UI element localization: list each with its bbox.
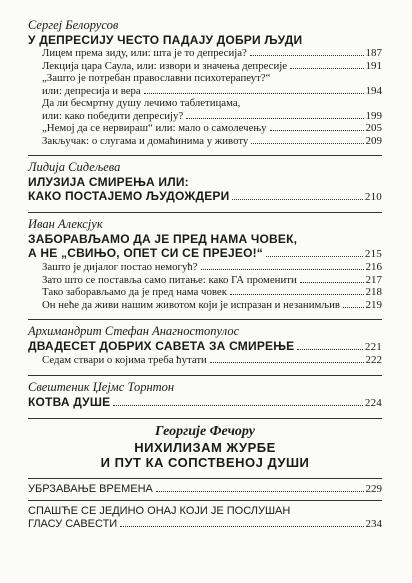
page-number: 216 xyxy=(365,261,382,273)
page-number: 224 xyxy=(364,396,382,409)
page-number: 218 xyxy=(365,286,382,298)
author-name: Георгије Фечору xyxy=(155,423,255,439)
page-number: 229 xyxy=(365,482,382,495)
page-number: 215 xyxy=(364,248,382,260)
page-number: 222 xyxy=(365,354,382,366)
page-number: 210 xyxy=(364,191,382,203)
toc-entry[interactable]: Зато што се поставља само питање: како ГА променити 217 xyxy=(42,273,382,286)
chapter-title-line1: ИЛУЗИЈА СМИРЕЊА ИЛИ: xyxy=(28,175,189,189)
toc-entry[interactable]: или: депресија и вера 194 xyxy=(42,84,382,97)
chapter-title[interactable]: КОТВА ДУШЕ 224 xyxy=(28,394,382,409)
chapter-title[interactable]: ДВАДЕСЕТ ДОБРИХ САВЕТА ЗА СМИРЕЊЕ 221 xyxy=(28,339,382,353)
divider xyxy=(28,500,382,501)
toc-entry[interactable]: или: како победити депресију? 199 xyxy=(42,109,382,122)
toc-entries xyxy=(28,47,382,147)
toc-entry[interactable]: Седам ствари о којима треба ћутати 222 xyxy=(42,354,382,366)
section-aleksjuk xyxy=(28,217,382,311)
toc-entry[interactable]: Он неће да живи нашим животом који је испразан и незанимљив 219 xyxy=(42,298,382,311)
toc-entry[interactable]: УБРЗАВАЊЕ ВРЕМЕНА 229 xyxy=(28,482,382,495)
toc-entry-line1: СПАШЋЕ СЕ ЈЕДИНО ОНАЈ КОЈИ ЈЕ ПОСЛУШАН xyxy=(28,504,291,517)
page-number: 234 xyxy=(365,517,382,530)
page-number: 187 xyxy=(365,47,382,59)
page-number: 219 xyxy=(365,298,382,311)
author-name: Сергеј Белорусов xyxy=(28,18,119,32)
section-anagnostopoulos xyxy=(28,324,382,367)
toc-entry[interactable]: Лекција цара Саула, или: извори и значења депресије 191 xyxy=(42,59,382,72)
chapter-title-line2: И ПУТ КА СОПСТВЕНОЈ ДУШИ xyxy=(100,454,310,470)
chapter-title[interactable]: КАКО ПОСТАЈЕМО ЉУДОЖДЕРИ 210 xyxy=(28,189,382,203)
section-thornton xyxy=(28,380,382,410)
author-name: Свештеник Џејмс Торнтон xyxy=(28,379,175,394)
section-sideleva xyxy=(28,160,382,204)
section-fecioru xyxy=(28,423,382,531)
toc-entry-line1: Да ли бесмртну душу лечимо таблетицама, xyxy=(42,97,241,109)
chapter-title: У ДЕПРЕСИЈУ ЧЕСТО ПАДАЈУ ДОБРИ ЉУДИ xyxy=(28,33,303,47)
page-number: 194 xyxy=(365,84,382,97)
toc-entry[interactable]: „Немој да се нервираш“ или: мало о самолечењу 205 xyxy=(42,122,382,134)
toc-entries xyxy=(28,261,382,311)
page-number: 191 xyxy=(365,59,382,72)
toc-entry[interactable]: Тако заборављамо да је пред нама човек 218 xyxy=(42,286,382,298)
author-name: Лидија Сидељева xyxy=(28,160,121,174)
chapter-title-line1: ЗАБОРАВЉАМО ДА ЈЕ ПРЕД НАМА ЧОВЕК, xyxy=(28,232,298,246)
toc-entry[interactable]: Лицем према зиду, или: шта је то депресија? 187 xyxy=(42,47,382,59)
toc-entry[interactable]: Закључак: о слугама и домаћинима у животу 209 xyxy=(42,134,382,147)
divider xyxy=(28,375,382,376)
divider xyxy=(28,212,382,213)
divider xyxy=(28,319,382,320)
author-name: Архимандрит Стефан Анагностопулос xyxy=(28,324,240,338)
divider xyxy=(28,478,382,479)
toc-entries xyxy=(28,354,382,367)
toc-entry-line1: „Зашто је потребан православни психотерапеут?“ xyxy=(42,72,271,84)
toc-entry[interactable]: Зашто је дијалог постао немогућ? 216 xyxy=(42,261,382,273)
page-number: 217 xyxy=(365,273,382,286)
chapter-title-line1: НИХИЛИЗАМ ЖУРБЕ xyxy=(134,439,276,455)
author-name: Иван Алексјук xyxy=(28,217,103,231)
chapter-title[interactable]: А НЕ „СВИЊО, ОПЕТ СИ СЕ ПРЕЈЕО!“ 215 xyxy=(28,246,382,260)
toc-entry[interactable]: ГЛАСУ САВЕСТИ 234 xyxy=(28,517,382,530)
divider xyxy=(28,155,382,156)
page-number: 221 xyxy=(364,341,382,353)
divider xyxy=(28,418,382,419)
page-number: 199 xyxy=(365,109,382,122)
page-number: 209 xyxy=(365,134,382,147)
section-belorusov xyxy=(28,18,382,147)
page-number: 205 xyxy=(365,122,382,134)
